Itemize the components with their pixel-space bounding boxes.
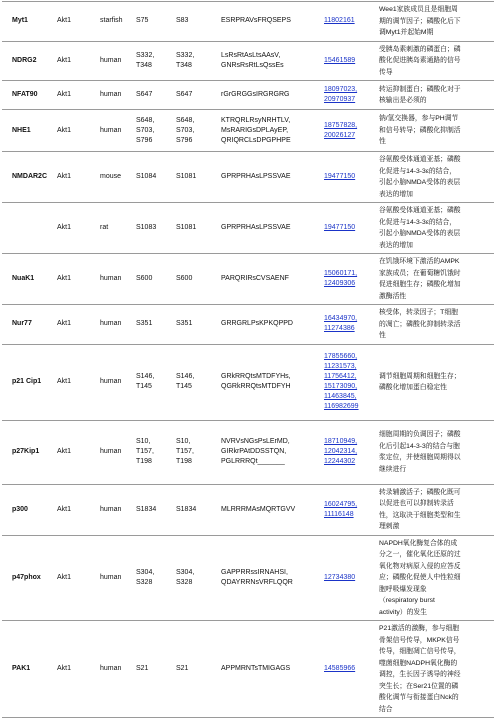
sequence-text: ESRPRAVsFRQSEPS [221,17,291,25]
sequence-text: PGLRRRQt_______ [221,458,285,465]
site-text: S600 [136,275,153,282]
site-text: S648, [136,116,155,124]
site-human-cell [174,152,219,203]
sequence-cell [219,110,322,152]
description-cell [377,203,494,254]
kinase-cell [55,152,98,203]
kinase-text: Akt1 [57,173,72,180]
sequence-cell [219,484,322,535]
sequence-text: MsRARIGsDPLAyEP, [221,126,289,134]
site-human-text: S796 [176,136,193,144]
sequence-text: GRRGRLPsKPKQPPD [221,320,293,328]
description-cell [377,484,494,535]
species-cell [98,484,134,535]
kinase-text: Akt1 [57,91,72,98]
site-cell [134,2,174,42]
description-text: 的凋亡；磷酸化抑制转录活 [379,320,461,328]
description-text: 转录辅激活子；磷酸化既可 [379,488,461,496]
site-text: S796 [136,136,153,144]
species-text: human [100,320,122,328]
table-row [2,621,494,718]
kinase-cell [55,535,98,621]
site-human-text: S21 [176,665,189,672]
species-text: human [100,91,122,98]
sequence-cell [219,621,322,718]
pmid-link[interactable]: 12244302 [324,458,356,465]
site-text: T198 [136,458,152,465]
site-cell [134,41,174,81]
substrate-name-text: PAK1 [12,665,31,672]
sequence-cell [219,344,322,420]
site-human-cell [174,203,219,254]
description-text: 继续进行 [379,465,407,473]
substrate-table [2,1,494,718]
description-text: 噬菌细胞NADPH氧化酶的 [379,659,458,667]
species-cell [98,621,134,718]
pmid-link[interactable]: 20970937 [324,96,356,103]
species-text: human [100,378,122,385]
table-row [2,254,494,305]
kinase-cell [55,2,98,42]
site-text: S75 [136,17,149,25]
site-human-text: S351 [176,320,193,328]
site-human-text: S1834 [176,505,197,513]
description-cell [377,152,494,203]
pmid-cell [322,254,377,305]
site-text: S21 [136,665,149,672]
pmid-link[interactable]: 12734380 [324,573,356,581]
table-row [2,110,494,152]
description-text: 性 [379,332,386,339]
description-text: 钠/氢交换器，参与PH调节 [379,115,459,123]
description-cell [377,305,494,345]
sequence-text: QDAYRRNsVRFLQQR [221,578,293,586]
site-human-text: S332, [176,51,195,59]
kinase-text: Akt1 [57,320,72,328]
sequence-text: GPRPRHAsLPSSVAE [221,173,291,180]
description-text: 结合 [379,705,393,713]
site-human-text: T198 [176,458,192,465]
sequence-cell [219,305,322,345]
species-cell [98,81,134,110]
sequence-text: KTRQRLRsyNRHTLV, [221,116,291,124]
site-text: S1834 [136,505,157,513]
description-text: 化促进与14-3-3ε的结合， [379,218,457,226]
description-text: 化后引起14-3-3的结合与胞 [379,442,460,450]
pmid-cell [322,2,377,42]
kinase-cell [55,344,98,420]
kinase-cell [55,484,98,535]
kinase-text: Akt1 [57,665,72,672]
substrate-name-text: p47phox [12,573,41,581]
substrate-name [2,344,55,420]
kinase-text: Akt1 [57,378,72,385]
site-human-cell [174,621,219,718]
description-text: 受胰岛素刺激的磷蛋白；磷 [379,45,461,53]
sequence-cell [219,203,322,254]
site-human-cell [174,81,219,110]
description-text: 酸化调节与衔接蛋白Nck的 [379,694,459,701]
pmid-cell [322,621,377,718]
site-human-text: S1081 [176,224,197,231]
pmid-link[interactable]: 12409306 [324,280,356,287]
site-text: S1083 [136,224,157,231]
site-text: S332, [136,51,155,59]
site-text: S351 [136,320,153,328]
species-cell [98,203,134,254]
site-human-cell [174,305,219,345]
substrate-name [2,110,55,152]
substrate-name-text: NHE1 [12,126,31,134]
table-row [2,484,494,535]
sequence-text: MLRRRMAsMQRTGVV [221,505,296,513]
species-text: mouse [100,173,122,180]
site-text: S1084 [136,173,157,180]
description-text: 以促进也可以抑制转录活 [379,500,454,507]
kinase-text: Akt1 [57,505,72,513]
substrate-name [2,41,55,81]
description-text: 酸化促进胰岛素通路的信号 [379,57,461,64]
species-cell [98,254,134,305]
description-text: 谷氨酸受体通道亚基；磷酸 [379,156,461,163]
pmid-link[interactable]: 15060171, [324,270,358,277]
description-text: 性，这取决于细胞类型和生 [379,511,461,519]
description-cell [377,81,494,110]
kinase-cell [55,110,98,152]
substrate-name [2,254,55,305]
substrate-name-text: NDRG2 [12,56,37,64]
kinase-cell [55,81,98,110]
kinase-cell [55,305,98,345]
substrate-name-text: NFAT90 [12,91,38,98]
pmid-cell [322,81,377,110]
pmid-cell [322,484,377,535]
description-text: 引起小脑NMDA受体的表层 [379,179,461,186]
kinase-cell [55,41,98,81]
substrate-name [2,152,55,203]
pmid-cell [322,535,377,621]
species-text: human [100,665,122,672]
site-human-text: T157, [176,448,194,455]
kinase-cell [55,420,98,484]
sequence-text: QRIQRCLsDPGPHPE [221,136,291,144]
species-text: human [100,505,122,513]
description-text: 促进细胞生存；磷酸化增加 [379,281,461,288]
pmid-link[interactable]: 11802161 [324,17,355,25]
pmid-link[interactable]: 18097023, [324,86,358,93]
pmid-link[interactable]: 15173090, [324,383,358,390]
description-text: 表达的增加 [379,241,413,249]
pmid-cell [322,152,377,203]
site-human-cell [174,535,219,621]
description-text: 调Myt1并起始M期 [379,29,434,36]
species-text: human [100,275,122,282]
species-text: human [100,56,122,64]
description-text: 激酶活性 [379,292,407,300]
sequence-text: GNRsRsRtLsQssEs [221,61,284,69]
description-cell [377,344,494,420]
description-text: 氧化物对病原入侵的应答反 [379,562,461,570]
pmid-link[interactable]: 12042314, [324,448,358,455]
site-human-cell [174,420,219,484]
kinase-cell [55,621,98,718]
substrate-name-text: NMDAR2C [12,173,47,180]
description-text: 调节细胞周期和细胞生存； [379,372,461,380]
site-human-cell [174,110,219,152]
table-row [2,305,494,345]
sequence-cell [219,2,322,42]
pmid-link[interactable]: 11756412, [324,373,357,380]
pmid-cell [322,203,377,254]
substrate-name [2,81,55,110]
site-human-text: S328 [176,578,193,586]
pmid-link[interactable]: 11231573, [324,363,357,370]
site-cell [134,81,174,110]
description-text: Wee1家族成员且是细胞周 [379,6,458,13]
substrate-name [2,621,55,718]
pmid-cell [322,344,377,420]
table-row [2,81,494,110]
sequence-cell [219,81,322,110]
description-text: 家族成员；在葡萄糖饥饿时 [379,269,461,277]
description-cell [377,2,494,42]
site-text: S328 [136,578,153,586]
description-text: 传导 [379,68,393,76]
substrate-name [2,203,55,254]
substrate-name [2,535,55,621]
sequence-text: LsRsRtAsLtsAAsV, [221,51,281,59]
pmid-link[interactable]: 11274386 [324,325,355,333]
species-cell [98,152,134,203]
description-text: 核受体，转录因子；T细胞 [379,309,458,316]
table-row [2,535,494,621]
site-human-cell [174,2,219,42]
pmid-link[interactable]: 11116148 [324,510,354,518]
pmid-link[interactable]: 11463845, [324,393,357,400]
description-text: 核输出是必须的 [379,97,427,104]
description-cell [377,621,494,718]
sequence-text: GIRkrPAtDDSSTQN, [221,448,287,455]
species-cell [98,535,134,621]
description-text: activity）的发生 [379,608,427,616]
species-cell [98,344,134,420]
site-human-text: S304, [176,568,195,576]
description-text: 浆定位，并使细胞周期得以 [379,454,461,461]
site-cell [134,484,174,535]
sequence-text: QGRkRRQtsMTDFYH [221,383,291,390]
description-text: 理刺激 [379,523,400,530]
sequence-cell [219,41,322,81]
description-text: 化促进与14-3-3ε的结合， [379,167,457,175]
table-row [2,203,494,254]
pmid-link[interactable]: 18710949, [324,438,358,445]
substrate-name-text: p21 Cip1 [12,378,42,385]
sequence-text: APPMRNTsTMIGAGS [221,665,291,672]
description-text: 调控，生长因子诱导的神经 [379,671,461,678]
table-row [2,41,494,81]
site-human-cell [174,484,219,535]
description-text: 在饥饿环境下激活的AMPK [379,258,460,265]
site-human-text: S703, [176,126,195,134]
sequence-cell [219,420,322,484]
site-cell [134,152,174,203]
site-cell [134,621,174,718]
sequence-cell [219,152,322,203]
description-text: 胞呼吸爆发现象 [379,585,427,593]
sequence-cell [219,254,322,305]
pmid-link[interactable]: 17855660, [324,353,358,360]
kinase-text: Akt1 [57,17,72,25]
site-text: T348 [136,61,152,69]
substrate-name [2,420,55,484]
species-text: starfish [100,17,123,25]
sequence-text: PARQRIRsCVSAENF [221,275,289,282]
description-text: P21激活的激酶，参与细胞 [379,625,460,632]
species-text: human [100,448,122,455]
species-text: rat [100,224,109,231]
species-cell [98,41,134,81]
description-text: 期的调节因子；磷酸化后下 [379,17,461,25]
site-cell [134,535,174,621]
description-text: 骨架信号传导，MKPK信号 [379,636,460,644]
kinase-cell [55,254,98,305]
pmid-cell [322,41,377,81]
kinase-text: Akt1 [57,56,72,64]
pmid-cell [322,420,377,484]
description-text: 传导，细胞凋亡信号传导， [379,648,461,655]
species-cell [98,305,134,345]
kinase-text: Akt1 [57,448,72,455]
species-text: human [100,573,122,581]
site-human-text: T348 [176,61,192,69]
site-cell [134,110,174,152]
pmid-link[interactable]: 19477150 [324,173,356,180]
site-human-text: S10, [176,438,191,445]
description-text: 应；磷酸化促使人中性粒细 [379,574,461,581]
site-human-text: S83 [176,17,189,25]
site-human-text: S146, [176,373,195,380]
site-text: S703, [136,126,155,134]
substrate-name [2,305,55,345]
substrate-name-text: Myt1 [12,17,28,25]
site-cell [134,420,174,484]
substrate-name-text: Nur77 [12,320,32,328]
kinase-text: Akt1 [57,275,72,282]
description-text: 突生长；在Ser21位置的磷 [379,682,459,690]
table-row [2,420,494,484]
description-text: 表达的增加 [379,190,413,198]
site-human-cell [174,344,219,420]
pmid-link[interactable]: 16434970, [324,315,358,323]
site-text: S146, [136,373,155,380]
species-text: human [100,126,122,134]
substrate-name [2,484,55,535]
pmid-link[interactable]: 116982699 [324,403,359,410]
pmid-link[interactable]: 20026127 [324,131,356,139]
site-cell [134,254,174,305]
site-cell [134,305,174,345]
site-human-cell [174,41,219,81]
sequence-text: rGrGRGGsIRGRGRG [221,91,290,98]
table-row [2,152,494,203]
site-text: S647 [136,91,153,98]
site-human-text: T145 [176,383,192,390]
substrate-name-text: NuaK1 [12,275,35,282]
site-human-cell [174,254,219,305]
description-text: （respiratory burst [379,597,435,604]
pmid-link[interactable]: 19477150 [324,224,356,231]
kinase-text: Akt1 [57,126,72,134]
description-cell [377,420,494,484]
description-text: 细胞周期的负调因子；磷酸 [379,431,461,438]
substrate-name-text: p300 [12,505,28,513]
description-text: 分之一，催化氧化还原的过 [379,551,461,558]
site-human-text: S647 [176,91,193,98]
pmid-link[interactable]: 18757828, [324,121,358,129]
description-cell [377,254,494,305]
sequence-text: GPRPRHAsLPSSVAE [221,224,291,231]
site-human-text: S600 [176,275,193,282]
site-human-text: S1081 [176,173,197,180]
site-text: T145 [136,383,152,390]
site-text: T157, [136,448,154,455]
site-text: S10, [136,438,151,445]
sequence-cell [219,535,322,621]
kinase-cell [55,203,98,254]
description-cell [377,535,494,621]
kinase-text: Akt1 [57,224,72,231]
species-cell [98,420,134,484]
species-cell [98,110,134,152]
pmid-cell [322,110,377,152]
pmid-cell [322,305,377,345]
description-text: 谷氨酸受体通道亚基；磷酸 [379,207,461,214]
description-text: 引起小脑NMDA受体的表层 [379,230,461,237]
site-text: S304, [136,568,155,576]
table-row [2,2,494,42]
pmid-link[interactable]: 15461589 [324,56,356,64]
pmid-link[interactable]: 14585966 [324,665,356,672]
site-cell [134,344,174,420]
kinase-text: Akt1 [57,573,72,581]
sequence-text: GRkRRQtsMTDFYHs, [221,373,291,380]
substrate-name [2,2,55,42]
site-human-text: S648, [176,116,195,124]
description-cell [377,41,494,81]
description-text: NAPDH氧化酶复合体的成 [379,539,458,547]
description-text: 转运抑制蛋白；磷酸化对于 [379,85,461,93]
species-cell [98,2,134,42]
site-cell [134,203,174,254]
sequence-text: NVRVsNGsPsLErMD, [221,438,290,445]
description-text: 磷酸化增加蛋白稳定性 [379,384,447,391]
description-cell [377,110,494,152]
description-text: 性 [379,138,386,146]
substrate-name-text: p27Kip1 [12,448,40,455]
table-row [2,344,494,420]
pmid-link[interactable]: 16024795, [324,500,358,508]
description-text: 和信号转导；磷酸化抑制活 [379,126,461,134]
sequence-text: GAPPRRssIRNAHSI, [221,568,288,576]
